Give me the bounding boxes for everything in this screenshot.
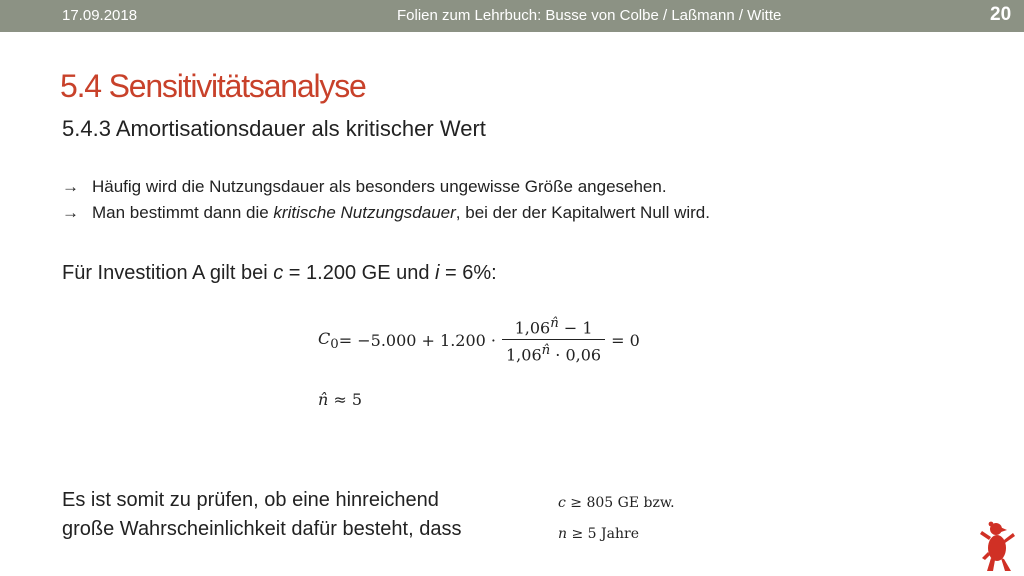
formula-rhs: = 0 <box>611 330 640 350</box>
page-number: 20 <box>990 4 1012 25</box>
slide-subtitle: 5.4.3 Amortisationsdauer als kritischer Wert <box>62 116 486 141</box>
conclusion-line: Es ist somit zu prüfen, ob eine hinreichend <box>62 489 439 511</box>
arrow-right-icon: → <box>62 177 79 196</box>
intro-var-c: c <box>273 262 284 284</box>
intro-suffix: = 6%: <box>439 262 497 284</box>
critical-lifetime-result: n̂ ≈ 5 <box>318 390 363 409</box>
fraction-numerator: $1,06^{n̂} - 1$ <box>514 316 593 338</box>
condition-item: c ≥ 805 GE bzw. <box>558 495 675 511</box>
formula-c0: $C_0$ <box>318 328 339 352</box>
capital-value-formula <box>318 316 640 365</box>
berlin-bear-icon <box>976 518 1018 574</box>
intro-prefix: Für Investition A gilt bei <box>62 262 274 284</box>
bullet-text: Häufig wird die Nutzungsdauer als besonders ungewisse Größe angesehen. <box>92 177 667 196</box>
header-date: 17.09.2018 <box>62 7 138 24</box>
intro-var-i: i <box>435 262 440 284</box>
formula-lhs: = −5.000 + 1.200 · <box>338 330 496 350</box>
header-bar <box>0 0 1024 32</box>
slide-title: 5.4 Sensitivitätsanalyse <box>60 68 366 104</box>
bullet-item <box>62 202 710 228</box>
conditions-list <box>558 488 675 550</box>
bullet-emphasis: kritische Nutzungsdauer <box>273 203 456 222</box>
conclusion-text <box>62 486 461 544</box>
bullet-item <box>62 176 710 202</box>
condition-item: n ≥ 5 Jahre <box>558 526 639 542</box>
formula-fraction <box>502 316 605 365</box>
bullet-text-before: Man bestimmt dann die <box>92 203 274 222</box>
intro-mid: = 1.200 GE und <box>283 262 436 284</box>
arrow-right-icon: → <box>62 203 79 222</box>
bullet-text-after: , bei der der Kapitalwert Null wird. <box>455 203 710 222</box>
header-source: Folien zum Lehrbuch: Busse von Colbe / Laßmann / Witte <box>397 7 782 24</box>
intro-text <box>62 262 497 285</box>
fraction-denominator: $1,06^{n̂} \cdot 0,06$ <box>502 339 605 364</box>
conclusion-line: große Wahrscheinlichkeit dafür besteht, dass <box>62 518 462 540</box>
bullet-list <box>62 176 710 228</box>
